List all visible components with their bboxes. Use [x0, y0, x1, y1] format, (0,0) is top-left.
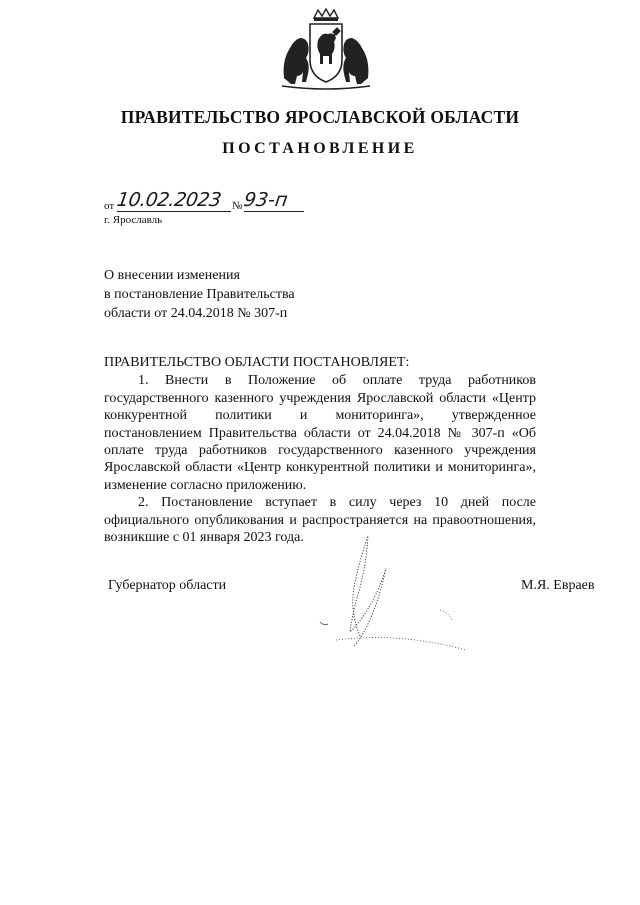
from-label: от — [104, 200, 115, 212]
subject-line: в постановление Правительства — [104, 287, 295, 302]
city: г. Ярославль — [104, 214, 163, 226]
subject-line: области от 24.04.2018 № 307-п — [104, 306, 288, 321]
registration-line — [104, 190, 334, 216]
document-subject — [104, 266, 295, 323]
handwritten-number: 93-п — [242, 189, 290, 211]
paragraph-2: 2. Постановление вступает в силу через 10 дней после официального опубликования и распространяется на правоотношения, возникшие с 01 января 2023 года. — [104, 495, 536, 546]
signatory-name: М.Я. Евраев — [521, 578, 595, 593]
signatory-position: Губернатор области — [108, 578, 227, 593]
document-body — [104, 354, 536, 546]
paragraph-1: 1. Внести в Положение об оплате труда работников государственного казенного учреждения Ярославской области «Центр конкурентной политики и мониторинга», утвержденное постановлением Правительства области от 24.04.2018 № 307-п «Об оплате труда работников государственного казенного учреждения Ярославской области «Центр конкурентной политики и мониторинга», изменение согласно приложению. — [104, 373, 536, 493]
date-underline — [117, 211, 231, 212]
number-label: № — [232, 200, 243, 212]
coat-of-arms-icon — [278, 8, 374, 90]
subject-line: О внесении изменения — [104, 268, 240, 283]
resolution-heading: ПРАВИТЕЛЬСТВО ОБЛАСТИ ПОСТАНОВЛЯЕТ: — [104, 355, 410, 370]
number-underline — [244, 211, 304, 212]
handwritten-date: 10.02.2023 — [115, 189, 223, 211]
document-type: ПОСТАНОВЛЕНИЕ — [222, 140, 418, 157]
handwritten-signature-icon — [290, 528, 490, 668]
government-title: ПРАВИТЕЛЬСТВО ЯРОСЛАВСКОЙ ОБЛАСТИ — [120, 107, 520, 127]
